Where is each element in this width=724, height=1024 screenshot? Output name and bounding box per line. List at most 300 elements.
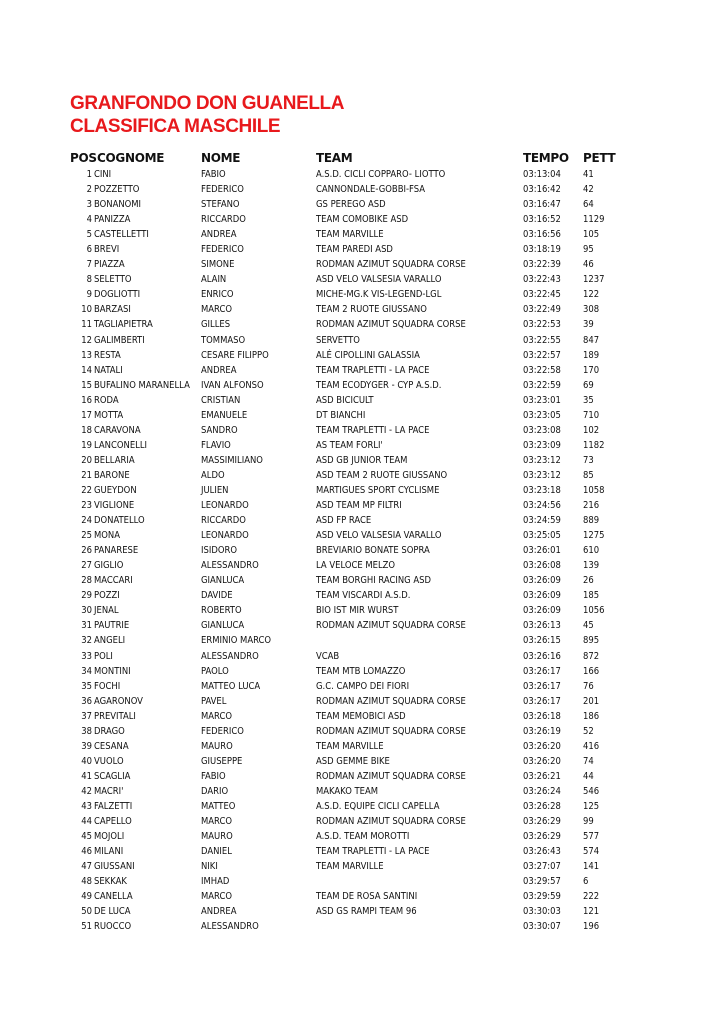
cell-pos: 38 [81, 725, 92, 737]
cell-pos: 15 [81, 379, 92, 391]
cell-tempo: 03:26:29 [523, 816, 561, 828]
cell-pos: 37 [81, 710, 92, 722]
cell-cognome: MACRI' [94, 785, 124, 797]
cell-pett: 6 [583, 876, 589, 888]
cell-team: CANNONDALE-GOBBI-FSA [316, 184, 425, 196]
cell-team: TEAM TRAPLETTI - LA PACE [316, 424, 430, 436]
table-row [0, 498, 724, 513]
cell-tempo: 03:26:43 [523, 846, 561, 858]
cell-nome: GIANLUCA [201, 575, 245, 587]
table-row [0, 919, 724, 934]
cell-cognome: MOTTA [94, 409, 124, 421]
cell-team: RODMAN AZIMUT SQUADRA CORSE [316, 725, 466, 737]
cell-tempo: 03:26:20 [523, 755, 561, 767]
cell-cognome: BARONE [94, 469, 130, 481]
cell-pos: 23 [81, 500, 92, 512]
cell-nome: IMHAD [201, 876, 230, 888]
cell-tempo: 03:23:08 [523, 424, 561, 436]
cell-pett: 95 [583, 244, 594, 256]
cell-nome: MARCO [201, 816, 232, 828]
cell-nome: DARIO [201, 785, 229, 797]
header-nome: NOME [201, 151, 241, 165]
document-title-block [70, 92, 344, 138]
cell-team: ASD GS RAMPI TEAM 96 [316, 906, 417, 918]
table-row [0, 317, 724, 332]
cell-team: ASD GB JUNIOR TEAM [316, 454, 408, 466]
table-row [0, 649, 724, 664]
cell-pos: 34 [81, 665, 92, 677]
cell-team: TEAM PAREDI ASD [316, 244, 393, 256]
cell-tempo: 03:22:43 [523, 274, 561, 286]
cell-team: ASD VELO VALSESIA VARALLO [316, 274, 442, 286]
cell-nome: MATTEO LUCA [201, 680, 261, 692]
table-body [0, 167, 724, 934]
cell-nome: SIMONE [201, 259, 235, 271]
cell-nome: FLAVIO [201, 439, 231, 451]
cell-nome: ALESSANDRO [201, 560, 259, 572]
cell-pett: 121 [583, 906, 600, 918]
cell-cognome: PREVITALI [94, 710, 136, 722]
cell-tempo: 03:26:08 [523, 560, 561, 572]
cell-pos: 22 [81, 484, 92, 496]
table-row [0, 257, 724, 272]
cell-nome: ALAIN [201, 274, 227, 286]
cell-nome: MASSIMILIANO [201, 454, 263, 466]
cell-pos: 18 [81, 424, 92, 436]
cell-tempo: 03:23:09 [523, 439, 561, 451]
table-row [0, 844, 724, 859]
cell-team: RODMAN AZIMUT SQUADRA CORSE [316, 259, 466, 271]
cell-tempo: 03:27:07 [523, 861, 561, 873]
cell-team: A.S.D. CICLI COPPARO- LIOTTO [316, 169, 446, 180]
cell-cognome: AGARONOV [94, 695, 143, 707]
cell-nome: ANDREA [201, 229, 237, 241]
cell-pett: 610 [583, 545, 600, 557]
cell-cognome: JENAL [94, 605, 119, 617]
table-row [0, 453, 724, 468]
table-row [0, 528, 724, 543]
cell-cognome: BELLARIA [94, 454, 135, 466]
cell-pett: 577 [583, 831, 600, 843]
table-row [0, 573, 724, 588]
cell-pett: 105 [583, 229, 600, 241]
cell-team: RODMAN AZIMUT SQUADRA CORSE [316, 319, 466, 331]
cell-tempo: 03:26:09 [523, 590, 561, 602]
table-row [0, 197, 724, 212]
cell-pett: 189 [583, 349, 600, 361]
cell-pett: 196 [583, 921, 600, 933]
cell-nome: CESARE FILIPPO [201, 349, 269, 361]
cell-pos: 21 [81, 469, 92, 481]
table-row [0, 302, 724, 317]
cell-tempo: 03:26:29 [523, 831, 561, 843]
cell-cognome: PAUTRIE [94, 620, 130, 632]
cell-cognome: CINI [94, 169, 112, 180]
cell-pett: 546 [583, 785, 600, 797]
cell-pos: 13 [81, 349, 92, 361]
cell-pos: 12 [81, 334, 92, 346]
cell-cognome: RODA [94, 394, 119, 406]
cell-tempo: 03:23:18 [523, 484, 561, 496]
cell-pos: 49 [81, 891, 92, 903]
cell-pett: 186 [583, 710, 600, 722]
cell-pos: 3 [86, 199, 92, 211]
table-row [0, 287, 724, 302]
cell-pett: 64 [583, 199, 594, 211]
cell-cognome: GIGLIO [94, 560, 124, 572]
cell-pos: 40 [81, 755, 92, 767]
cell-cognome: DONATELLO [94, 515, 145, 527]
cell-cognome: BARZASI [94, 304, 131, 316]
cell-nome: EMANUELE [201, 409, 248, 421]
table-row [0, 483, 724, 498]
cell-team: MICHE-MG.K VIS-LEGEND-LGL [316, 289, 442, 301]
cell-cognome: BONANOMI [94, 199, 142, 211]
cell-team: TEAM VISCARDI A.S.D. [316, 590, 411, 602]
cell-team: RODMAN AZIMUT SQUADRA CORSE [316, 816, 466, 828]
cell-nome: RICCARDO [201, 515, 246, 527]
cell-cognome: DOGLIOTTI [94, 289, 141, 301]
cell-cognome: CASTELLETTI [94, 229, 149, 241]
cell-nome: ANDREA [201, 364, 237, 376]
table-row [0, 408, 724, 423]
cell-cognome: CAPELLO [94, 816, 132, 828]
cell-nome: TOMMASO [201, 334, 246, 346]
table-row [0, 769, 724, 784]
cell-pett: 1182 [583, 439, 605, 451]
cell-nome: FABIO [201, 169, 226, 180]
cell-nome: ANDREA [201, 906, 237, 918]
cell-pos: 45 [81, 831, 92, 843]
cell-pos: 28 [81, 575, 92, 587]
cell-pett: 122 [583, 289, 600, 301]
cell-nome: ERMINIO MARCO [201, 635, 272, 647]
cell-nome: GILLES [201, 319, 231, 331]
table-row [0, 859, 724, 874]
cell-pett: 99 [583, 816, 594, 828]
cell-team: RODMAN AZIMUT SQUADRA CORSE [316, 620, 466, 632]
cell-team: MARTIGUES SPORT CYCLISME [316, 484, 440, 496]
cell-tempo: 03:26:20 [523, 740, 561, 752]
cell-nome: MATTEO [201, 800, 236, 812]
table-row [0, 227, 724, 242]
cell-pos: 11 [81, 319, 92, 331]
cell-pos: 43 [81, 800, 92, 812]
cell-cognome: MOJOLI [94, 831, 125, 843]
cell-nome: STEFANO [201, 199, 240, 211]
cell-pett: 45 [583, 620, 594, 632]
table-row [0, 212, 724, 227]
cell-pett: 39 [583, 319, 594, 331]
cell-team: AS TEAM FORLI' [316, 439, 383, 451]
table-row [0, 754, 724, 769]
cell-tempo: 03:26:16 [523, 650, 561, 662]
cell-tempo: 03:29:59 [523, 891, 561, 903]
cell-pos: 32 [81, 635, 92, 647]
cell-tempo: 03:26:17 [523, 695, 561, 707]
cell-tempo: 03:13:04 [523, 169, 561, 180]
table-row [0, 874, 724, 889]
cell-nome: JULIEN [201, 484, 229, 496]
cell-nome: ROBERTO [201, 605, 242, 617]
cell-cognome: ANGELI [94, 635, 126, 647]
table-row [0, 272, 724, 287]
cell-nome: RICCARDO [201, 214, 246, 226]
cell-team: TEAM ECODYGER - CYP A.S.D. [316, 379, 442, 391]
cell-cognome: POZZI [94, 590, 120, 602]
cell-pett: 222 [583, 891, 600, 903]
cell-nome: MARCO [201, 891, 232, 903]
cell-pett: 41 [583, 169, 594, 180]
cell-pos: 31 [81, 620, 92, 632]
table-row [0, 799, 724, 814]
cell-pett: 847 [583, 334, 600, 346]
cell-tempo: 03:26:15 [523, 635, 561, 647]
cell-cognome: GUEYDON [94, 484, 137, 496]
cell-tempo: 03:26:17 [523, 680, 561, 692]
cell-tempo: 03:26:28 [523, 800, 561, 812]
cell-nome: PAOLO [201, 665, 229, 677]
cell-pett: 1129 [583, 214, 605, 226]
cell-tempo: 03:26:24 [523, 785, 561, 797]
cell-cognome: TAGLIAPIETRA [94, 319, 153, 331]
cell-cognome: RESTA [94, 349, 121, 361]
table-row [0, 513, 724, 528]
cell-team: ASD TEAM 2 RUOTE GIUSSANO [316, 469, 448, 481]
cell-tempo: 03:16:56 [523, 229, 561, 241]
cell-cognome: GALIMBERTI [94, 334, 145, 346]
table-row [0, 633, 724, 648]
cell-tempo: 03:26:18 [523, 710, 561, 722]
cell-pos: 14 [81, 364, 92, 376]
header-cognome: COGNOME [97, 151, 165, 165]
cell-pett: 308 [583, 304, 600, 316]
cell-cognome: PANARESE [94, 545, 139, 557]
table-row [0, 558, 724, 573]
cell-pos: 4 [86, 214, 92, 226]
event-title: GRANFONDO DON GUANELLA [70, 93, 345, 114]
cell-pos: 24 [81, 515, 92, 527]
table-row [0, 724, 724, 739]
cell-pos: 50 [81, 906, 92, 918]
cell-pos: 30 [81, 605, 92, 617]
table-row [0, 393, 724, 408]
cell-pett: 74 [583, 755, 594, 767]
cell-cognome: VIGLIONE [94, 500, 135, 512]
cell-pos: 39 [81, 740, 92, 752]
cell-tempo: 03:22:53 [523, 319, 561, 331]
cell-pos: 10 [81, 304, 92, 316]
cell-cognome: PIAZZA [94, 259, 125, 271]
cell-cognome: SCAGLIA [94, 770, 131, 782]
cell-cognome: DE LUCA [94, 906, 131, 918]
table-row [0, 167, 724, 182]
cell-pett: 201 [583, 695, 600, 707]
cell-tempo: 03:22:55 [523, 334, 561, 346]
table-row [0, 829, 724, 844]
cell-nome: CRISTIAN [201, 394, 241, 406]
cell-tempo: 03:26:21 [523, 770, 561, 782]
cell-pett: 76 [583, 680, 594, 692]
table-row [0, 333, 724, 348]
cell-nome: DANIEL [201, 846, 232, 858]
cell-pos: 20 [81, 454, 92, 466]
cell-pos: 44 [81, 816, 92, 828]
cell-tempo: 03:22:59 [523, 379, 561, 391]
cell-team: TEAM COMOBIKE ASD [316, 214, 409, 226]
cell-tempo: 03:26:09 [523, 605, 561, 617]
table-header [0, 150, 724, 166]
table-row [0, 438, 724, 453]
cell-team: VCAB [316, 650, 340, 662]
cell-pett: 73 [583, 454, 594, 466]
cell-team: BIO IST MIR WURST [316, 605, 399, 617]
cell-pett: 416 [583, 740, 600, 752]
cell-team: GS PEREGO ASD [316, 199, 386, 211]
cell-tempo: 03:30:03 [523, 906, 561, 918]
cell-tempo: 03:22:39 [523, 259, 561, 271]
table-row [0, 363, 724, 378]
cell-nome: SANDRO [201, 424, 238, 436]
cell-pos: 26 [81, 545, 92, 557]
cell-pos: 33 [81, 650, 92, 662]
cell-nome: NIKI [201, 861, 218, 873]
cell-tempo: 03:26:09 [523, 575, 561, 587]
table-row [0, 814, 724, 829]
cell-nome: MAURO [201, 831, 233, 843]
cell-pett: 889 [583, 515, 600, 527]
cell-nome: DAVIDE [201, 590, 233, 602]
cell-pett: 1275 [583, 530, 605, 542]
cell-nome: GIUSEPPE [201, 755, 243, 767]
cell-pett: 125 [583, 800, 600, 812]
cell-team: TEAM 2 RUOTE GIUSSANO [316, 304, 427, 316]
table-row [0, 423, 724, 438]
cell-nome: ALDO [201, 469, 225, 481]
cell-nome: MARCO [201, 304, 232, 316]
cell-tempo: 03:30:07 [523, 921, 561, 933]
cell-pos: 47 [81, 861, 92, 873]
cell-pos: 19 [81, 439, 92, 451]
cell-cognome: CESANA [94, 740, 129, 752]
table-row [0, 543, 724, 558]
cell-tempo: 03:22:45 [523, 289, 561, 301]
cell-cognome: VUOLO [94, 755, 124, 767]
table-row [0, 739, 724, 754]
cell-team: G.C. CAMPO DEI FIORI [316, 680, 410, 692]
table-row [0, 679, 724, 694]
cell-tempo: 03:22:57 [523, 349, 561, 361]
table-row [0, 694, 724, 709]
cell-pett: 102 [583, 424, 600, 436]
cell-cognome: BUFALINO MARANELLA [94, 379, 190, 391]
cell-team: BREVIARIO BONATE SOPRA [316, 545, 430, 557]
cell-team: MAKAKO TEAM [316, 785, 379, 797]
cell-nome: MARCO [201, 710, 232, 722]
cell-cognome: NATALI [94, 364, 123, 376]
cell-tempo: 03:25:05 [523, 530, 561, 542]
cell-team: A.S.D. TEAM MOROTTI [316, 831, 410, 843]
cell-pett: 710 [583, 409, 600, 421]
cell-team: TEAM MTB LOMAZZO [316, 665, 406, 677]
cell-team: DT BIANCHI [316, 409, 366, 421]
cell-nome: LEONARDO [201, 530, 249, 542]
cell-pos: 7 [86, 259, 92, 271]
cell-pett: 872 [583, 650, 600, 662]
cell-pos: 41 [81, 770, 92, 782]
cell-cognome: MILANI [94, 846, 124, 858]
cell-tempo: 03:26:17 [523, 665, 561, 677]
cell-team: ALÉ CIPOLLINI GALASSIA [316, 349, 420, 361]
cell-tempo: 03:22:58 [523, 364, 561, 376]
cell-tempo: 03:16:47 [523, 199, 561, 211]
cell-team: SERVETTO [316, 334, 360, 346]
cell-cognome: LANCONELLI [94, 439, 148, 451]
cell-pett: 44 [583, 770, 594, 782]
cell-nome: FABIO [201, 770, 226, 782]
cell-team: RODMAN AZIMUT SQUADRA CORSE [316, 695, 466, 707]
cell-pos: 35 [81, 680, 92, 692]
cell-nome: LEONARDO [201, 500, 249, 512]
cell-pos: 17 [81, 409, 92, 421]
cell-tempo: 03:23:12 [523, 469, 561, 481]
cell-tempo: 03:24:56 [523, 500, 561, 512]
cell-tempo: 03:16:52 [523, 214, 561, 226]
cell-nome: IVAN ALFONSO [201, 379, 264, 391]
cell-team: ASD TEAM MP FILTRI [316, 500, 402, 512]
cell-cognome: GIUSSANI [94, 861, 135, 873]
cell-pos: 36 [81, 695, 92, 707]
cell-cognome: MACCARI [94, 575, 133, 587]
table-row [0, 709, 724, 724]
cell-team: ASD VELO VALSESIA VARALLO [316, 530, 442, 542]
cell-nome: ALESSANDRO [201, 650, 259, 662]
cell-team: TEAM TRAPLETTI - LA PACE [316, 364, 430, 376]
cell-pett: 26 [583, 575, 594, 587]
header-team: TEAM [316, 151, 353, 165]
table-row [0, 468, 724, 483]
cell-team: TEAM MARVILLE [316, 740, 384, 752]
table-row [0, 242, 724, 257]
cell-team: TEAM MEMOBICI ASD [316, 710, 406, 722]
cell-team: LA VELOCE MELZO [316, 560, 396, 572]
cell-tempo: 03:24:59 [523, 515, 561, 527]
cell-team: TEAM MARVILLE [316, 229, 384, 241]
cell-cognome: CANELLA [94, 891, 133, 903]
cell-pos: 46 [81, 846, 92, 858]
cell-pett: 69 [583, 379, 594, 391]
cell-team: A.S.D. EQUIPE CICLI CAPELLA [316, 800, 440, 812]
table-row [0, 889, 724, 904]
table-row [0, 378, 724, 393]
cell-pos: 16 [81, 394, 92, 406]
header-pett: PETT [583, 151, 616, 165]
results-table [0, 150, 724, 934]
cell-team: ASD BICICULT [316, 394, 374, 406]
cell-tempo: 03:23:05 [523, 409, 561, 421]
cell-cognome: DRAGO [94, 725, 125, 737]
cell-cognome: CARAVONA [94, 424, 141, 436]
cell-pett: 185 [583, 590, 600, 602]
cell-pos: 2 [86, 184, 92, 196]
cell-team: TEAM TRAPLETTI - LA PACE [316, 846, 430, 858]
cell-cognome: RUOCCO [94, 921, 132, 933]
cell-pett: 52 [583, 725, 594, 737]
cell-pett: 139 [583, 560, 600, 572]
classification-title: CLASSIFICA MASCHILE [70, 116, 281, 137]
cell-pett: 1237 [583, 274, 605, 286]
table-row [0, 588, 724, 603]
